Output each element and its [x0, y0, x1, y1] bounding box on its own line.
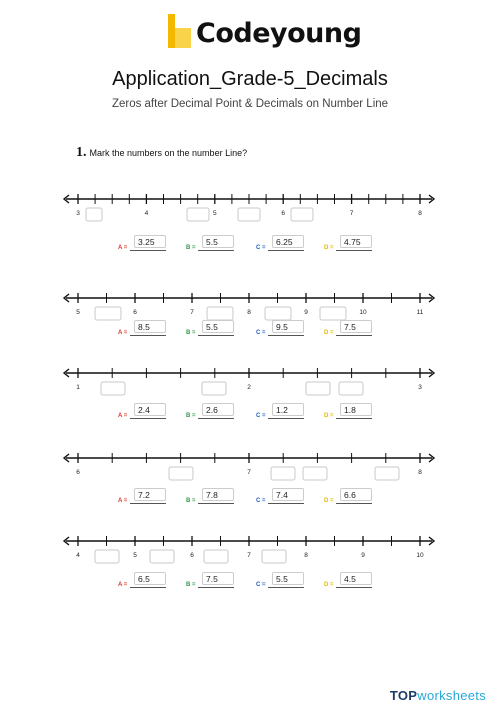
- tick-label: 3: [76, 210, 80, 217]
- tick-label: 10: [416, 552, 424, 559]
- drop-box[interactable]: [187, 208, 209, 221]
- answer-a: [118, 322, 150, 336]
- tick-label: 4: [144, 210, 149, 217]
- tick-label: 7: [349, 210, 354, 217]
- tick-label: 1: [76, 384, 80, 391]
- answer-letter: C =: [256, 245, 266, 251]
- tick-label: 7: [247, 552, 251, 559]
- answer-d: [324, 322, 356, 336]
- tick-label: 5: [76, 309, 80, 316]
- answer-value-box[interactable]: 7.5: [202, 572, 234, 585]
- page-subtitle: Zeros after Decimal Point & Decimals on Number Line: [111, 98, 389, 110]
- tick-label: 9: [304, 309, 308, 316]
- answer-underline: [268, 587, 304, 588]
- answer-value-box[interactable]: 9.5: [272, 320, 304, 333]
- answer-letter: A =: [118, 413, 128, 419]
- drop-box[interactable]: [339, 382, 363, 395]
- answer-underline: [336, 418, 372, 419]
- drop-box[interactable]: [169, 467, 193, 480]
- answer-letter: D =: [324, 330, 334, 336]
- footer-top: TOP: [389, 688, 418, 703]
- answer-underline: [336, 335, 372, 336]
- number-line-4: [0, 450, 500, 484]
- answer-letter: B =: [186, 413, 196, 419]
- answer-value-box[interactable]: 6.5: [134, 572, 166, 585]
- answer-underline: [268, 250, 304, 251]
- answer-value-box[interactable]: 1.8: [340, 403, 372, 416]
- tick-label: 8: [418, 469, 422, 476]
- answer-letter: C =: [256, 413, 266, 419]
- drop-box[interactable]: [320, 307, 346, 320]
- footer-worksheets: worksheets: [417, 688, 486, 703]
- question-number: 1.: [76, 145, 87, 160]
- answer-a: [118, 490, 150, 504]
- answer-value-box[interactable]: 1.2: [272, 403, 304, 416]
- tick-label: 6: [281, 210, 286, 217]
- answer-letter: D =: [324, 245, 334, 251]
- tick-label: 2: [247, 384, 251, 391]
- answer-b: [186, 405, 218, 419]
- tick-label: 8: [247, 309, 251, 316]
- answer-underline: [130, 250, 166, 251]
- tick-label: 4: [76, 552, 80, 559]
- answer-letter: B =: [186, 330, 196, 336]
- answer-b: [186, 322, 218, 336]
- answer-underline: [268, 418, 304, 419]
- number-line-3: [0, 365, 500, 399]
- codeyoung-mark-icon: [166, 14, 192, 50]
- drop-box[interactable]: [207, 307, 233, 320]
- answer-underline: [130, 587, 166, 588]
- answer-underline: [198, 335, 234, 336]
- answer-d: [324, 405, 356, 419]
- answer-letter: A =: [118, 330, 128, 336]
- tick-label: 10: [359, 309, 367, 316]
- answer-value-box[interactable]: 5.5: [202, 320, 234, 333]
- answer-value-box[interactable]: 7.4: [272, 488, 304, 501]
- answer-c: [256, 574, 288, 588]
- answer-b: [186, 574, 218, 588]
- question-text: Mark the numbers on the number Line?: [89, 148, 248, 158]
- answer-underline: [268, 335, 304, 336]
- drop-box[interactable]: [306, 382, 330, 395]
- drop-box[interactable]: [238, 208, 260, 221]
- tick-label: 9: [361, 552, 365, 559]
- answer-b: [186, 490, 218, 504]
- answer-d: [324, 237, 361, 251]
- tick-label: 7: [190, 309, 194, 316]
- answer-underline: [336, 587, 372, 588]
- answer-underline: [130, 418, 166, 419]
- drop-box[interactable]: [303, 467, 327, 480]
- answer-value-box[interactable]: 4.75: [340, 235, 372, 248]
- codeyoung-logo: [166, 14, 362, 54]
- tick-label: 6: [133, 309, 137, 316]
- page-title: Application_Grade-5_Decimals: [112, 68, 388, 90]
- answer-letter: A =: [118, 245, 128, 251]
- answer-underline: [130, 335, 166, 336]
- answer-underline: [336, 503, 372, 504]
- number-line-1: [0, 191, 500, 225]
- drop-box[interactable]: [262, 550, 286, 563]
- answer-underline: [336, 250, 372, 251]
- drop-box[interactable]: [95, 307, 121, 320]
- answer-letter: C =: [256, 582, 266, 588]
- question: [76, 145, 247, 161]
- answer-value-box[interactable]: 5.5: [202, 235, 234, 248]
- answer-letter: D =: [324, 413, 334, 419]
- tick-label: 6: [190, 552, 194, 559]
- drop-box[interactable]: [265, 307, 291, 320]
- answer-c: [256, 322, 288, 336]
- answer-a: [118, 405, 150, 419]
- footer-brand: [390, 688, 486, 703]
- answer-underline: [198, 250, 234, 251]
- answer-c: [256, 405, 288, 419]
- answer-c: [256, 237, 293, 251]
- answer-value-box[interactable]: 2.6: [202, 403, 234, 416]
- drop-box[interactable]: [150, 550, 174, 563]
- answer-underline: [198, 503, 234, 504]
- drop-box[interactable]: [202, 382, 226, 395]
- answer-d: [324, 574, 356, 588]
- answer-underline: [198, 587, 234, 588]
- answer-letter: C =: [256, 330, 266, 336]
- tick-label: 3: [418, 384, 422, 391]
- tick-label: 6: [76, 469, 80, 476]
- answer-letter: B =: [186, 582, 196, 588]
- answer-b: [186, 237, 218, 251]
- tick-label: 8: [304, 552, 308, 559]
- answer-value-box[interactable]: 7.5: [340, 320, 372, 333]
- drop-box[interactable]: [204, 550, 228, 563]
- answer-letter: B =: [186, 498, 196, 504]
- answer-underline: [130, 503, 166, 504]
- answer-value-box[interactable]: 8.5: [134, 320, 166, 333]
- number-line-2: [0, 290, 500, 324]
- answer-letter: A =: [118, 582, 128, 588]
- answer-underline: [268, 503, 304, 504]
- answer-c: [256, 490, 288, 504]
- drop-box[interactable]: [86, 208, 102, 221]
- tick-label: 5: [133, 552, 137, 559]
- answer-d: [324, 490, 356, 504]
- answer-a: [118, 237, 155, 251]
- brand-name: Codeyoung: [196, 18, 362, 49]
- answer-value-box[interactable]: 4.5: [340, 572, 372, 585]
- answer-underline: [198, 418, 234, 419]
- answer-value-box[interactable]: 7.2: [134, 488, 166, 501]
- tick-label: 8: [418, 210, 422, 217]
- answer-letter: D =: [324, 498, 334, 504]
- answer-letter: D =: [324, 582, 334, 588]
- answer-value-box[interactable]: 3.25: [134, 235, 166, 248]
- answer-letter: C =: [256, 498, 266, 504]
- tick-label: 7: [247, 469, 251, 476]
- tick-label: 11: [416, 309, 424, 316]
- answer-value-box[interactable]: 6.25: [272, 235, 304, 248]
- answer-value-box[interactable]: 6.6: [340, 488, 372, 501]
- number-line-5: [0, 533, 500, 567]
- drop-box[interactable]: [101, 382, 125, 395]
- answer-value-box[interactable]: 2.4: [134, 403, 166, 416]
- drop-box[interactable]: [95, 550, 119, 563]
- answer-value-box[interactable]: 7.8: [202, 488, 234, 501]
- answer-letter: A =: [118, 498, 128, 504]
- answer-value-box[interactable]: 5.5: [272, 572, 304, 585]
- answer-a: [118, 574, 150, 588]
- answer-letter: B =: [186, 245, 196, 251]
- drop-box[interactable]: [375, 467, 399, 480]
- drop-box[interactable]: [271, 467, 295, 480]
- drop-box[interactable]: [291, 208, 313, 221]
- tick-label: 5: [212, 210, 217, 217]
